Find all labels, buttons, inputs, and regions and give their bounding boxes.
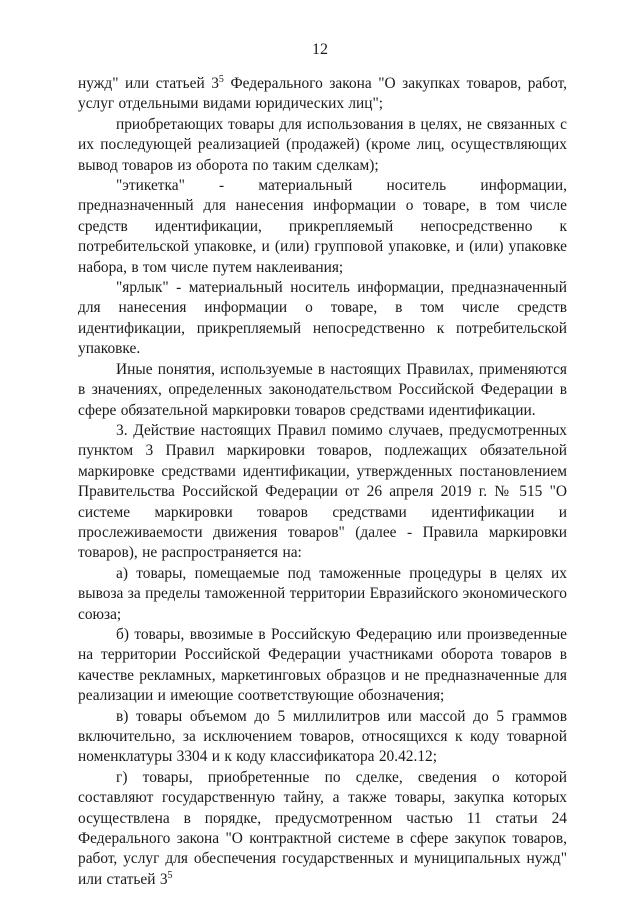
paragraph: Иные понятия, используемые в настоящих Правилах, применяются в значениях, определенных законодательством Российской Федерации в сфере обязательной маркировки товаров средствами идентификации. bbox=[78, 360, 567, 419]
list-item-g bbox=[78, 768, 567, 890]
list-item-a: а) товары, помещаемые под таможенные процедуры в целях их вывоза за пределы таможенной территории Евразийского экономического союза; bbox=[78, 564, 567, 623]
paragraph-clause-3: 3. Действие настоящих Правил помимо случаев, предусмотренных пунктом 3 Правил маркировки товаров, подлежащих обязательной маркировке средствами идентификации, утвержденных постановлением Правительства Российской Федерации от 26 апреля 2019 г. № 515 "О системе маркировки товаров средствами идентификации и прослеживаемости движения товаров" (далее - Правила маркировки товаров), не распространяется на: bbox=[78, 421, 567, 562]
paragraph-continuation bbox=[78, 74, 567, 115]
superscript: 5 bbox=[218, 74, 224, 85]
superscript: 5 bbox=[167, 869, 173, 881]
document-body bbox=[78, 74, 567, 890]
paragraph-text: нужд" или статьей 3 bbox=[78, 75, 219, 92]
list-item-v: в) товары объемом до 5 миллилитров или массой до 5 граммов включительно, за исключением товаров, относящихся к коду товарной номенклатуры 3304 и к коду классификатора 20.42.12; bbox=[78, 707, 567, 766]
paragraph: приобретающих товары для использования в целях, не связанных с их последующей реализацией (продажей) (кроме лиц, осуществляющих вывод товаров из оборота по таким сделкам); bbox=[78, 115, 567, 174]
list-item-b: б) товары, ввозимые в Российскую Федерацию или произведенные на территории Российской Федерации участниками оборота товаров в качестве рекламных, маркетинговых образцов и не предназначенные для реализации и имеющие соответствующие обозначения; bbox=[78, 625, 567, 705]
paragraph-definition-tag: "ярлык" - материальный носитель информации, предназначенный для нанесения информации о товаре, в том числе средств идентификации, прикрепляемый непосредственно к потребительской упаковке. bbox=[78, 279, 567, 358]
paragraph-text: г) товары, приобретенные по сделке, сведения о которой составляют государственную тайну, а также товары, закупка которых осуществлена в порядке, предусмотренном частью 11 статьи 24 Федерального закона "О контрактной системе в сфере закупок товаров, работ, услуг для обеспечения государственных и муниципальных нужд" или статьей 3 bbox=[78, 768, 567, 888]
page-number: 12 bbox=[312, 41, 328, 58]
paragraph-definition-label: "этикетка" - материальный носитель информации, предназначенный для нанесения информации о товаре, в том числе средств идентификации, прикрепляемый непосредственно к потребительской упаковке, и (или) групповой упаковке, и (или) упаковке набора, в том числе путем наклеивания; bbox=[78, 177, 567, 276]
paragraph-text: Федерального закона "О закупках товаров, работ, услуг отдельными видами юридических лиц"; bbox=[78, 75, 567, 113]
